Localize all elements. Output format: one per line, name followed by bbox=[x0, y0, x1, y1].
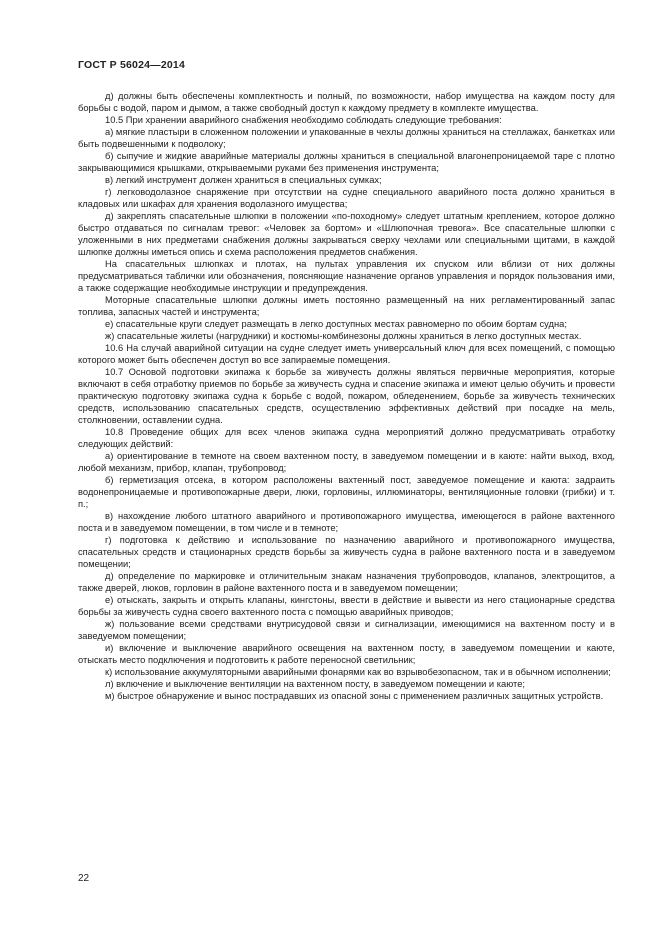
paragraph: На спасательных шлюпках и плотах, на пультах управления их спуском или вблизи от них должны предусматриваться таблички или обозначения, поясняющие назначение органов управления и порядок пользования ими, а также содержащие необходимые инструкции и предупреждения. bbox=[78, 259, 615, 293]
paragraph: д) определение по маркировке и отличительным знакам назначения трубопроводов, клапанов, электрощитов, а также дверей, люков, горловин в районе вахтенного поста и в заведуемом помещении; bbox=[78, 571, 615, 593]
paragraph: д) должны быть обеспечены комплектность и полный, по возможности, набор имущества на каждом посту для борьбы с водой, паром и дымом, а также свободный доступ к каждому предмету в комплекте имущества. bbox=[78, 91, 615, 113]
paragraph: 10.6 На случай аварийной ситуации на судне следует иметь универсальный ключ для всех помещений, с помощью которого может быть обеспечен доступ во все запираемые помещения. bbox=[78, 343, 615, 365]
paragraph: ж) пользование всеми средствами внутрисудовой связи и сигнализации, имеющимися на вахтенном посту и в заведуемом помещении; bbox=[78, 619, 615, 641]
paragraph: б) сыпучие и жидкие аварийные материалы должны храниться в специальной влагонепроницаемой таре с плотно закрывающимися крышками, открываемыми руками без применения инструмента; bbox=[78, 151, 615, 173]
page-number: 22 bbox=[78, 873, 90, 884]
paragraph: в) легкий инструмент должен храниться в специальных сумках; bbox=[105, 175, 382, 185]
paragraph: м) быстрое обнаружение и вынос пострадавших из опасной зоны с применением различных защитных устройств. bbox=[105, 691, 604, 701]
paragraph: 10.5 При хранении аварийного снабжения необходимо соблюдать следующие требования: bbox=[105, 115, 502, 125]
paragraph: в) нахождение любого штатного аварийного и противопожарного имущества, имеющегося в районе вахтенного поста и в заведуемом помещении, в том числе и в темноте; bbox=[78, 511, 615, 533]
paragraph: к) использование аккумуляторными аварийными фонарями как во взрывобезопасном, так и в обычном исполнении; bbox=[105, 667, 611, 677]
paragraph: и) включение и выключение аварийного освещения на вахтенном посту, в заведуемом помещении и каюте, отыскать место подключения и подготовить к работе переносной светильник; bbox=[78, 643, 615, 665]
paragraph: а) ориентирование в темноте на своем вахтенном посту, в заведуемом помещении и в каюте: найти выход, вход, любой механизм, прибор, клапан, трубопровод; bbox=[78, 451, 615, 473]
document-body bbox=[78, 90, 615, 702]
paragraph: л) включение и выключение вентиляции на вахтенном посту, в заведуемом помещении и каюте; bbox=[105, 679, 525, 689]
paragraph: г) легководолазное снаряжение при отсутствии на судне специального аварийного поста должно храниться в кладовых или шкафах для хранения водолазного имущества; bbox=[78, 187, 615, 209]
paragraph: б) герметизация отсека, в котором расположены вахтенный пост, заведуемое помещение и каюта: задраить водонепроницаемые и противопожарные двери, люки, горловины, иллюминаторы, вентиляционные головки (грибки) и т. п.; bbox=[78, 475, 615, 509]
paragraph: ж) спасательные жилеты (нагрудники) и костюмы-комбинезоны должны храниться в легко доступных местах. bbox=[105, 331, 582, 341]
paragraph: д) закреплять спасательные шлюпки в положении «по-походному» следует штатным креплением, которое должно быстро отдаваться по сигналам тревог: «Человек за бортом» и «Шлюпочная тревога». Все спасательные шлюпки с уложенными в них предметами снабжения должны закрываться сверху чехлами или специальными щитами, в каждой шлюпке должны иметься опись и схема расположения предметов снабжения. bbox=[78, 211, 615, 257]
page-header: ГОСТ Р 56024—2014 bbox=[78, 59, 186, 71]
paragraph: 10.7 Основой подготовки экипажа к борьбе за живучесть должны являться первичные мероприятия, которые включают в себя отработку приемов по борьбе за живучесть судна и спасение экипажа и имеют целью обучить и провести практическую подготовку экипажа судна к борьбе с водой, пожаром, обледенением, борьбе за живучесть технических средств, использованию спасательных средств, осуществлению эффективных действий при посадке на мель, столкновении, оставлении судна. bbox=[78, 367, 615, 425]
paragraph: е) отыскать, закрыть и открыть клапаны, кингстоны, ввести в действие и вывести из него стационарные средства борьбы за живучесть судна своего вахтенного поста с помощью аварийных приводов; bbox=[78, 595, 615, 617]
paragraph: 10.8 Проведение общих для всех членов экипажа судна мероприятий должно предусматривать отработку следующих действий: bbox=[78, 427, 615, 449]
paragraph: а) мягкие пластыри в сложенном положении и упакованные в чехлы должны храниться на стеллажах, банкетках или быть подвешенными к подволоку; bbox=[78, 127, 615, 149]
paragraph: г) подготовка к действию и использование по назначению аварийного и противопожарного имущества, спасательных средств и стационарных средств борьбы за живучесть судна в районе вахтенного поста и в заведуемом помещении; bbox=[78, 535, 615, 569]
paragraph: е) спасательные круги следует размещать в легко доступных местах равномерно по обоим бортам судна; bbox=[105, 319, 567, 329]
paragraph: Моторные спасательные шлюпки должны иметь постоянно размещенный на них регламентированный запас топлива, запасных частей и инструмента; bbox=[78, 295, 615, 317]
